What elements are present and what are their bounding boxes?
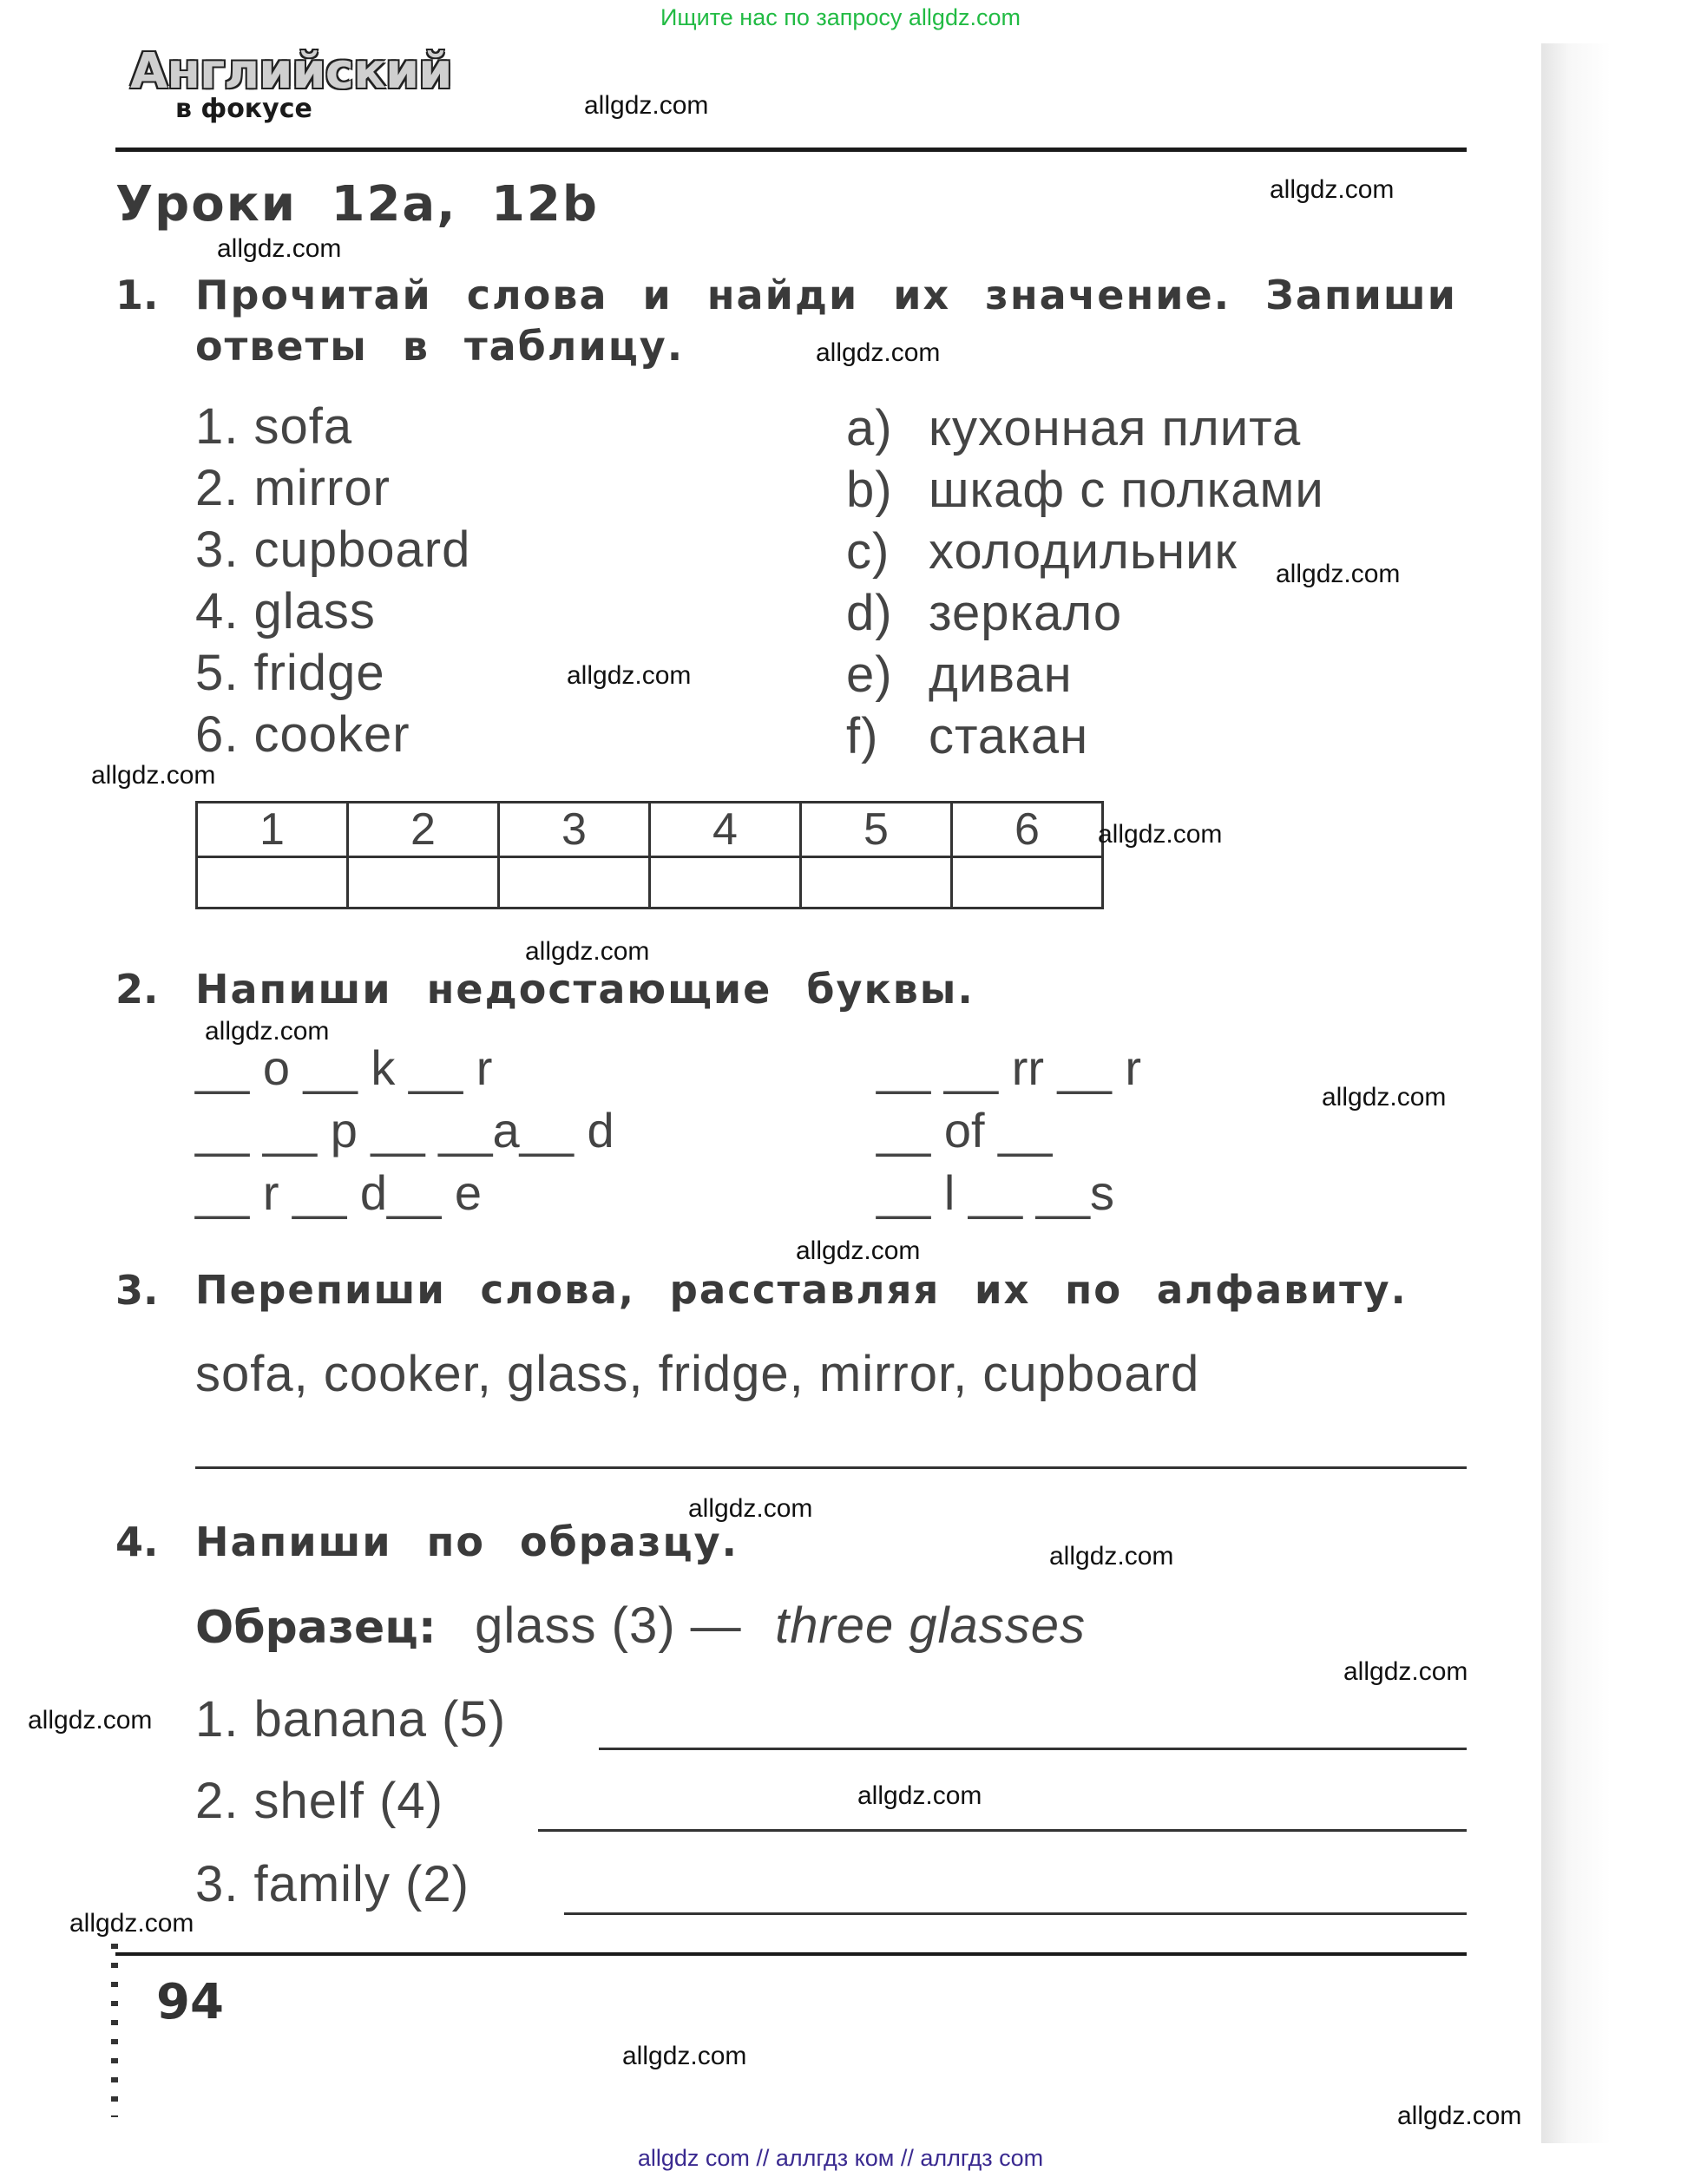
task1-russian-letter: a) xyxy=(846,400,893,456)
watermark: allgdz.com xyxy=(1397,2102,1522,2130)
footer-rule xyxy=(115,1952,1467,1956)
watermark: allgdz.com xyxy=(796,1236,921,1265)
task4-answer-line[interactable] xyxy=(599,1748,1467,1750)
task2-gap-word: __ of __ xyxy=(877,1103,1053,1158)
watermark: allgdz.com xyxy=(217,234,342,263)
task1-russian-word: холодильник xyxy=(929,523,1238,580)
watermark: allgdz.com xyxy=(525,937,650,966)
dotted-margin xyxy=(111,1944,118,2117)
task1-russian-word: кухонная плита xyxy=(929,400,1302,456)
task1-russian-word: шкаф с полками xyxy=(929,462,1324,518)
answer-table-cell[interactable] xyxy=(348,857,499,908)
answer-table-cell[interactable] xyxy=(499,857,650,908)
sample-word: glass (3) — xyxy=(475,1597,742,1654)
answer-table-header: 6 xyxy=(952,803,1103,857)
watermark: allgdz.com xyxy=(688,1494,813,1523)
book-logo-title: Английский xyxy=(130,43,452,100)
task1-english-word: 4. glass xyxy=(195,583,376,639)
watermark: allgdz.com xyxy=(1270,175,1395,204)
task2-gap-word: __ __ rr __ r xyxy=(877,1040,1142,1095)
watermark: allgdz.com xyxy=(567,661,692,690)
task1-english-word: 2. mirror xyxy=(195,460,391,516)
header-rule xyxy=(115,148,1467,152)
task2-instruction: Напиши недостающие буквы. xyxy=(195,966,975,1013)
task1-russian-word: стакан xyxy=(929,708,1089,764)
answer-table-header: 1 xyxy=(197,803,348,857)
answer-table-header: 3 xyxy=(499,803,650,857)
task1-instruction-line1: Прочитай слова и найди их значение. Запиши xyxy=(195,272,1457,318)
lesson-title: Уроки 12a, 12b xyxy=(115,176,599,233)
answer-table-header: 5 xyxy=(801,803,952,857)
page-number: 94 xyxy=(156,1974,224,2030)
task2-number: 2. xyxy=(115,966,159,1013)
answer-table-cell[interactable] xyxy=(650,857,801,908)
task3-answer-line[interactable] xyxy=(195,1466,1467,1469)
task4-answer-line[interactable] xyxy=(538,1829,1467,1832)
watermark: allgdz.com xyxy=(1343,1657,1468,1686)
answer-table-header-row xyxy=(197,803,1103,857)
task1-instruction-line2: ответы в таблицу. xyxy=(195,323,685,370)
watermark: allgdz.com xyxy=(1276,560,1401,588)
page-edge-shadow xyxy=(1541,43,1611,2143)
watermark: allgdz.com xyxy=(69,1909,194,1938)
answer-table-cell[interactable] xyxy=(952,857,1103,908)
task4-instruction: Напиши по образцу. xyxy=(195,1518,739,1565)
watermark: allgdz.com xyxy=(28,1706,153,1735)
answer-table-input-row xyxy=(197,857,1103,908)
task1-russian-letter: c) xyxy=(846,523,890,580)
task1-english-word: 3. cupboard xyxy=(195,521,471,578)
watermark: allgdz.com xyxy=(91,761,216,790)
footer-note: allgdz com // аллгдз ком // аллгдз com xyxy=(637,2145,1044,2171)
watermark: allgdz.com xyxy=(1049,1542,1174,1571)
sample-answer: three glasses xyxy=(775,1597,1087,1654)
task1-russian-letter: f) xyxy=(846,708,879,764)
task1-russian-letter: e) xyxy=(846,646,893,703)
task4-item: 2. shelf (4) xyxy=(195,1773,443,1829)
task2-gap-word: __ o __ k __ r xyxy=(195,1040,493,1095)
task2-gap-word: __ l __ __s xyxy=(877,1165,1114,1220)
task2-gap-word: __ __ p __ __a__ d xyxy=(195,1103,614,1158)
watermark: allgdz.com xyxy=(816,338,941,367)
watermark: allgdz.com xyxy=(622,2042,747,2070)
answer-table-header: 2 xyxy=(348,803,499,857)
task1-english-word: 1. sofa xyxy=(195,398,353,455)
watermark: allgdz.com xyxy=(584,91,709,120)
task1-russian-letter: d) xyxy=(846,585,893,641)
task1-russian-letter: b) xyxy=(846,462,893,518)
answer-table-header: 4 xyxy=(650,803,801,857)
task4-number: 4. xyxy=(115,1518,159,1565)
watermark: allgdz.com xyxy=(205,1017,330,1046)
task1-russian-word: зеркало xyxy=(929,585,1123,641)
task4-sample xyxy=(195,1597,1086,1655)
answer-table-cell[interactable] xyxy=(197,857,348,908)
task1-russian-word: диван xyxy=(929,646,1073,703)
watermark: allgdz.com xyxy=(1098,820,1223,849)
task4-item: 1. banana (5) xyxy=(195,1691,507,1748)
task4-answer-line[interactable] xyxy=(564,1912,1467,1915)
answer-table-cell[interactable] xyxy=(801,857,952,908)
top-note: Ищите нас по запросу allgdz.com xyxy=(660,4,1021,30)
task1-english-word: 5. fridge xyxy=(195,645,385,701)
task1-english-word: 6. cooker xyxy=(195,706,410,763)
task3-number: 3. xyxy=(115,1267,159,1314)
book-logo-subtitle: в фокусе xyxy=(175,94,312,124)
task3-word-list: sofa, cooker, glass, fridge, mirror, cupboard xyxy=(195,1346,1200,1402)
task2-gap-word: __ r __ d__ e xyxy=(195,1165,483,1220)
task1-number: 1. xyxy=(115,272,159,318)
sample-label: Образец: xyxy=(195,1602,437,1654)
task1-answer-table xyxy=(195,801,1104,909)
watermark: allgdz.com xyxy=(1322,1083,1447,1112)
task3-instruction: Перепиши слова, расставляя их по алфавиту. xyxy=(195,1267,1408,1313)
watermark: allgdz.com xyxy=(857,1781,982,1810)
task4-item: 3. family (2) xyxy=(195,1856,469,1912)
